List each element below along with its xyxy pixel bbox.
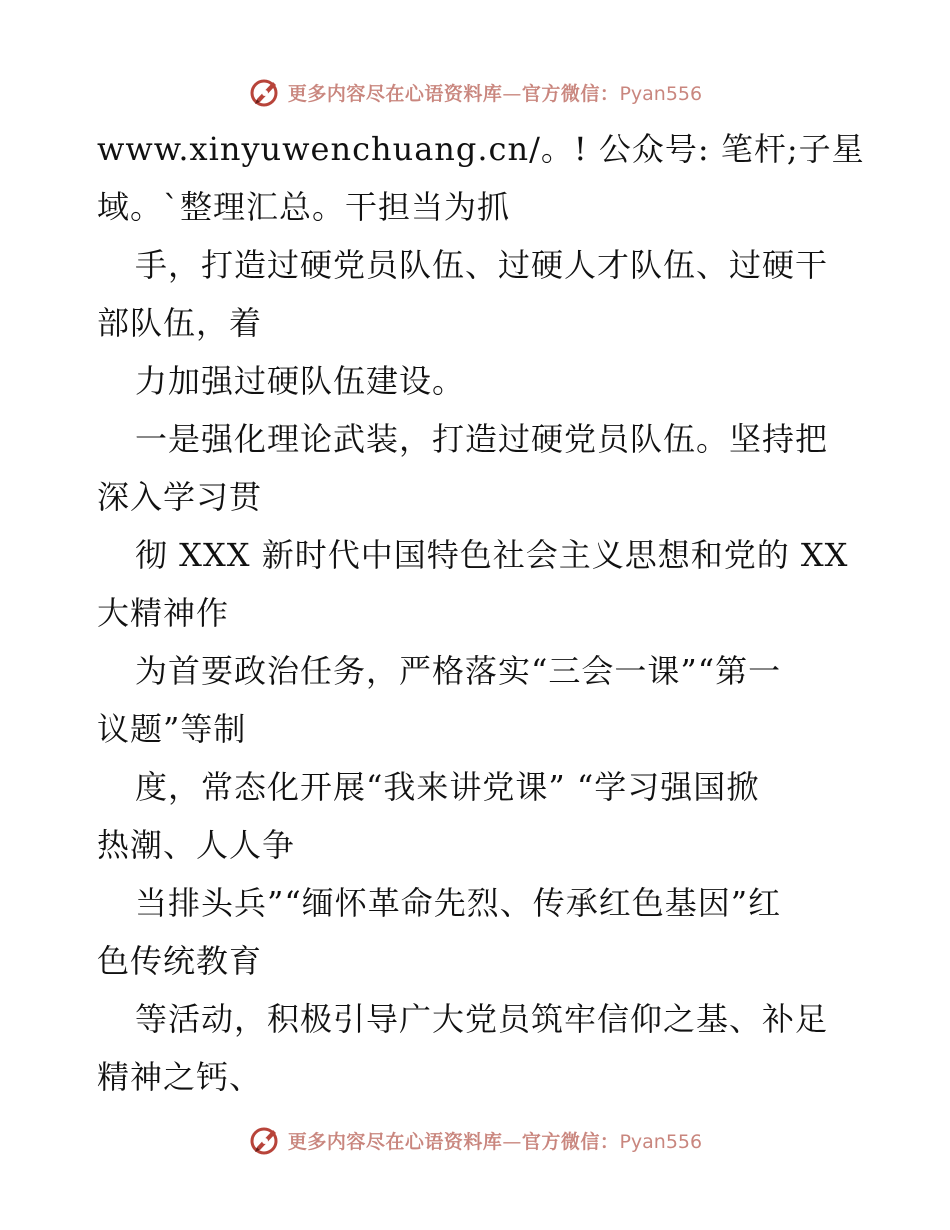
text-line: 域。`整理汇总。干担当为抓	[97, 188, 511, 226]
text-line: 议题”等制	[97, 710, 247, 748]
pen-circle-logo-icon	[248, 75, 282, 109]
banner-text: 更多内容尽在心语资料库—官方微信：Pyan556	[287, 1130, 703, 1153]
text-line: 大精神作	[97, 594, 230, 632]
text-line: 色传统教育	[97, 942, 263, 980]
banner-text: 更多内容尽在心语资料库—官方微信：Pyan556	[287, 82, 703, 105]
text-line: www.xinyuwenchuang.cn/。! 公众号: 笔杆;子星	[97, 130, 865, 168]
header-banner	[0, 70, 950, 114]
text-line: 度，常态化开展“我来讲党课” “学习强国掀	[135, 768, 760, 806]
text-line: 热潮、人人争	[97, 826, 296, 864]
text-line: 为首要政治任务，严格落实“三会一课”“第一	[135, 652, 782, 690]
text-line: 部队伍，着	[97, 304, 263, 342]
document-body	[97, 120, 865, 1106]
text-line: 手，打造过硬党员队伍、过硬人才队伍、过硬干	[135, 246, 829, 284]
text-line: 一是强化理论武装，打造过硬党员队伍。坚持把	[135, 420, 829, 458]
text-line: 精神之钙、	[97, 1058, 263, 1096]
text-line: 彻 XXX 新时代中国特色社会主义思想和党的 XX	[135, 536, 849, 574]
text-line: 等活动，积极引导广大党员筑牢信仰之基、补足	[135, 1000, 829, 1038]
text-line: 深入学习贯	[97, 478, 263, 516]
text-line: 力加强过硬队伍建设。	[135, 362, 466, 400]
text-line: 当排头兵”“缅怀革命先烈、传承红色基因”红	[135, 884, 782, 922]
pen-circle-logo-icon	[248, 1123, 282, 1157]
footer-banner	[0, 1118, 950, 1162]
